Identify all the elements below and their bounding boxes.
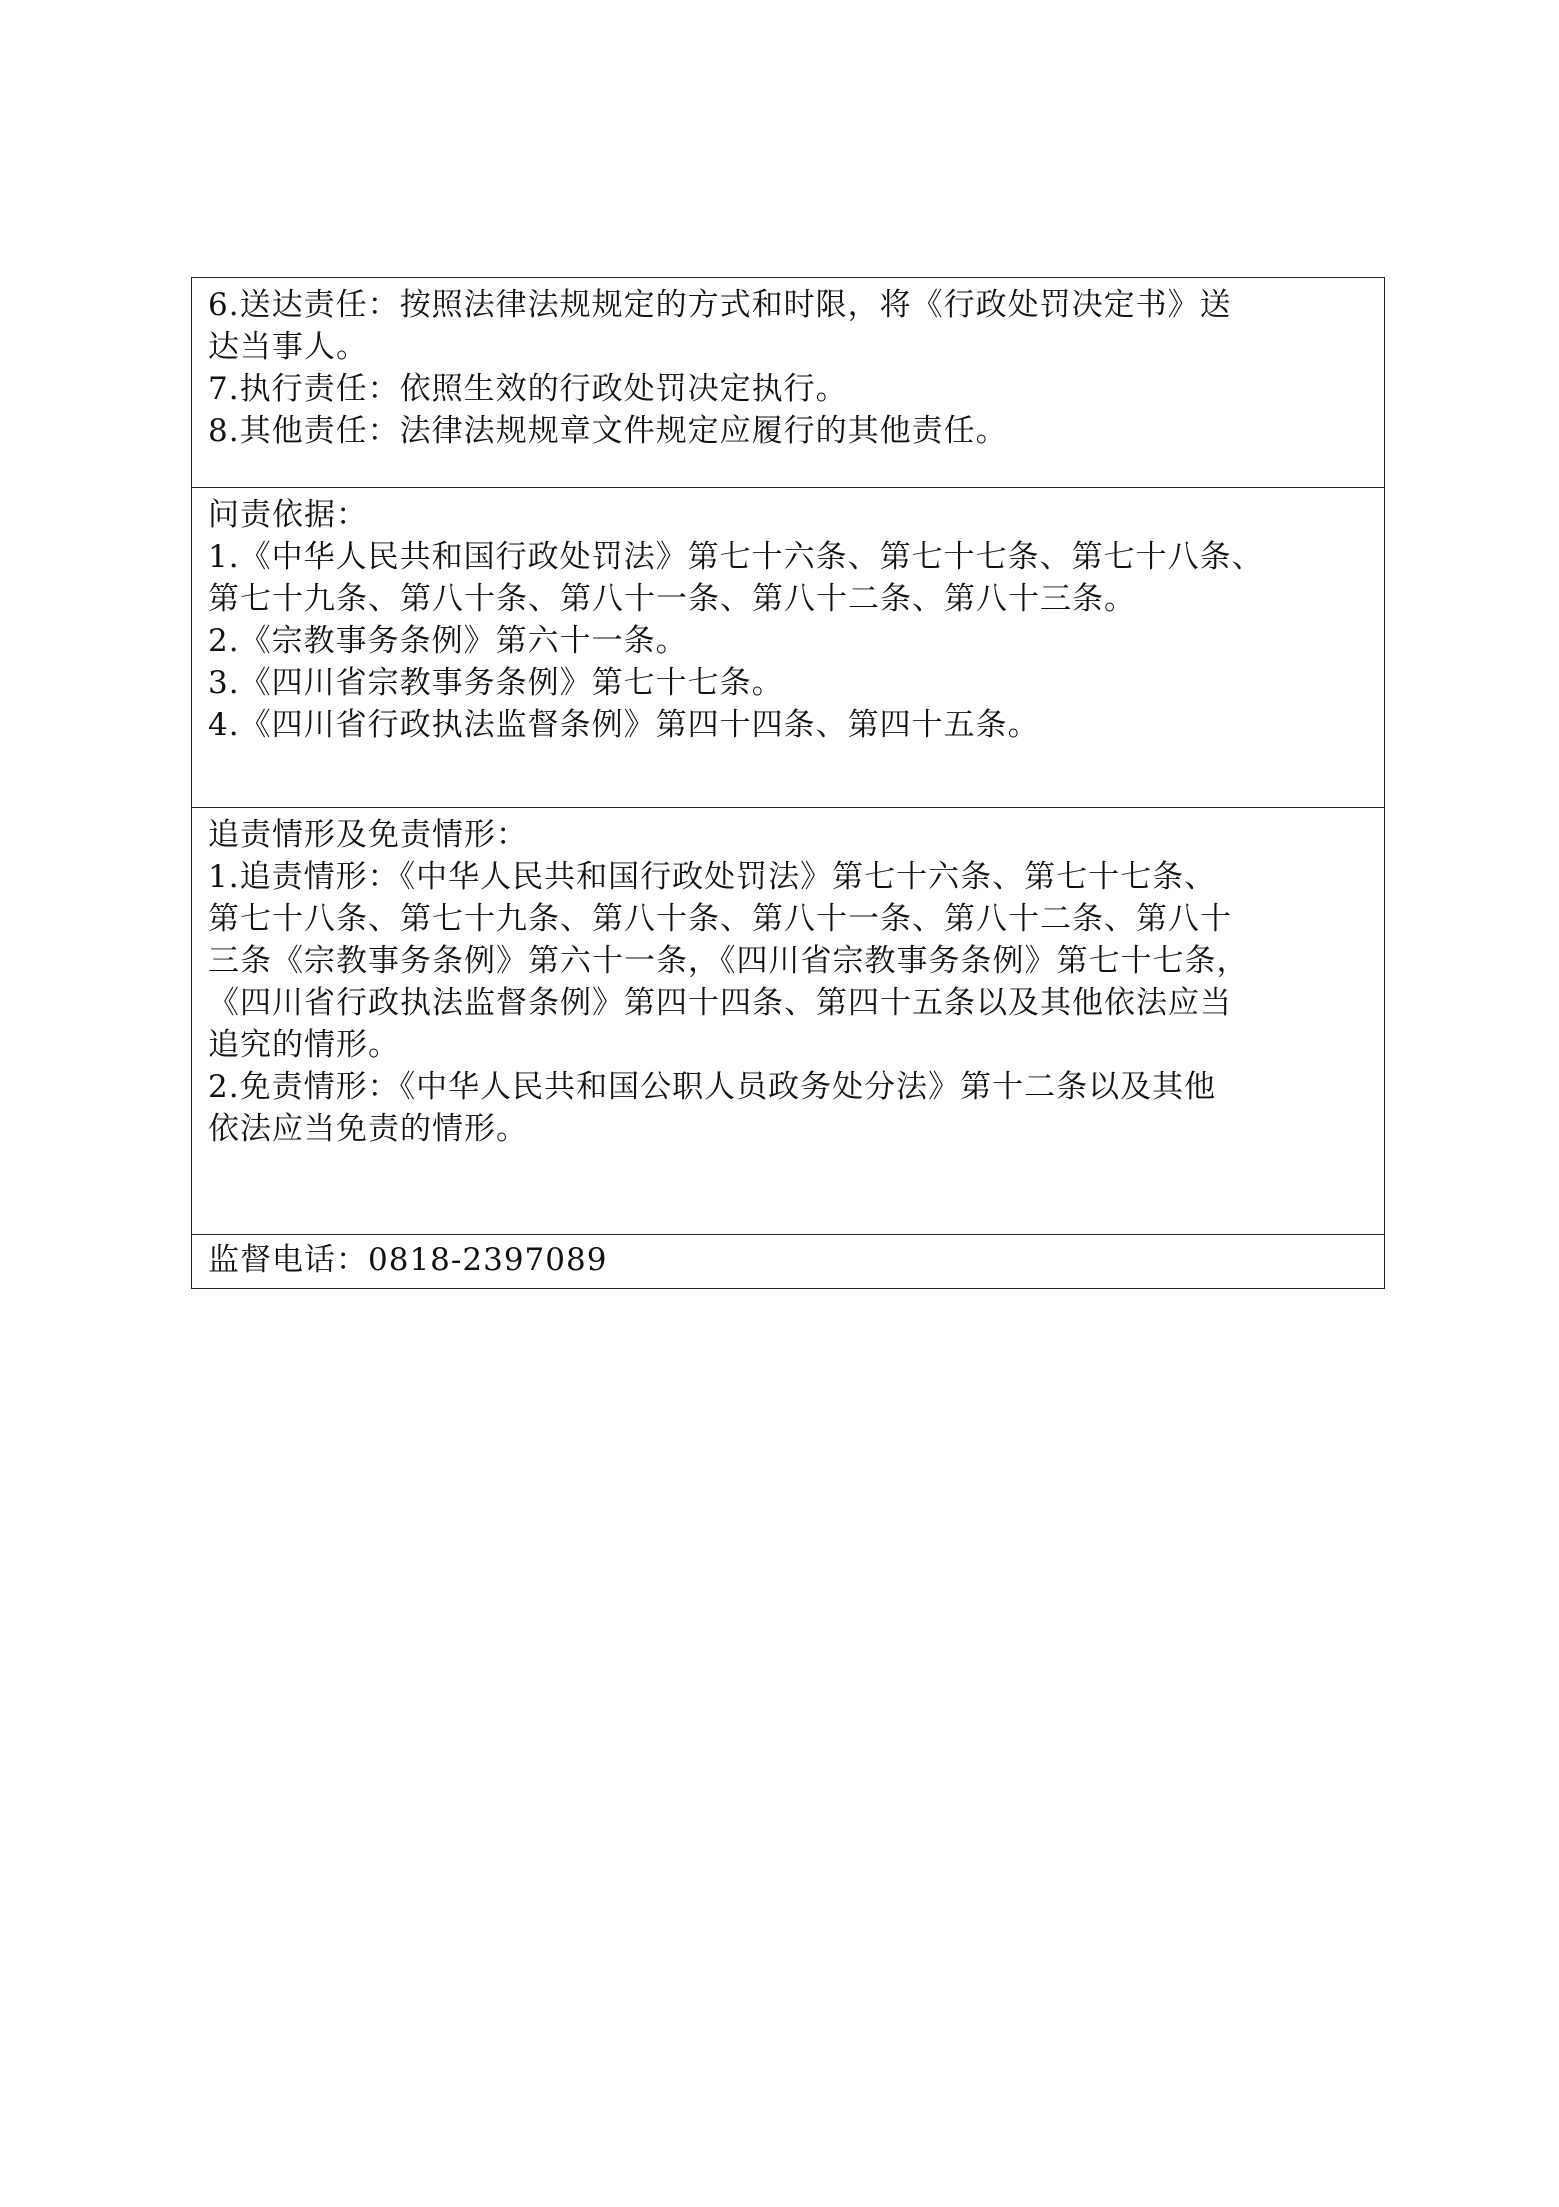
liability-heading: 追责情形及免责情形：: [208, 817, 528, 853]
pursuit-liability-line-1: 1.追责情形：《中华人民共和国行政处罚法》第七十六条、第七十七条、: [208, 859, 1217, 895]
responsibility-table: [191, 277, 1385, 1289]
accountability-basis-item-3: 3.《四川省宗教事务条例》第七十七条。: [208, 665, 784, 701]
pursuit-liability-line-4: 《四川省行政执法监督条例》第四十四条、第四十五条以及其他依法应当: [208, 985, 1232, 1021]
execution-responsibility-line: 7.执行责任：依照生效的行政处罚决定执行。: [208, 371, 848, 407]
accountability-basis-cell: [192, 488, 1384, 808]
delivery-responsibility-line-1: 6.送达责任：按照法律法规规定的方式和时限，将《行政处罚决定书》送: [208, 287, 1232, 323]
delivery-responsibility-line-2: 达当事人。: [208, 329, 368, 365]
supervision-cell: [192, 1235, 1384, 1288]
accountability-basis-item-1-line-1: 1.《中华人民共和国行政处罚法》第七十六条、第七十七条、第七十八条、: [208, 539, 1264, 575]
accountability-basis-item-4: 4.《四川省行政执法监督条例》第四十四条、第四十五条。: [208, 707, 1040, 743]
supervision-phone: 监督电话：0818-2397089: [208, 1242, 608, 1278]
liability-cell: [192, 808, 1384, 1235]
exemption-liability-line-2: 依法应当免责的情形。: [208, 1111, 528, 1147]
exemption-liability-line-1: 2.免责情形：《中华人民共和国公职人员政务处分法》第十二条以及其他: [208, 1069, 1217, 1105]
accountability-basis-heading: 问责依据：: [208, 497, 368, 533]
pursuit-liability-line-5: 追究的情形。: [208, 1027, 400, 1063]
accountability-basis-item-1-line-2: 第七十九条、第八十条、第八十一条、第八十二条、第八十三条。: [208, 581, 1136, 617]
pursuit-liability-line-3: 三条《宗教事务条例》第六十一条，《四川省宗教事务条例》第七十七条，: [208, 943, 1249, 979]
responsibility-cell: [192, 278, 1384, 488]
other-responsibility-line: 8.其他责任：法律法规规章文件规定应履行的其他责任。: [208, 413, 1008, 449]
pursuit-liability-line-2: 第七十八条、第七十九条、第八十条、第八十一条、第八十二条、第八十: [208, 901, 1232, 937]
accountability-basis-item-2: 2.《宗教事务条例》第六十一条。: [208, 623, 688, 659]
